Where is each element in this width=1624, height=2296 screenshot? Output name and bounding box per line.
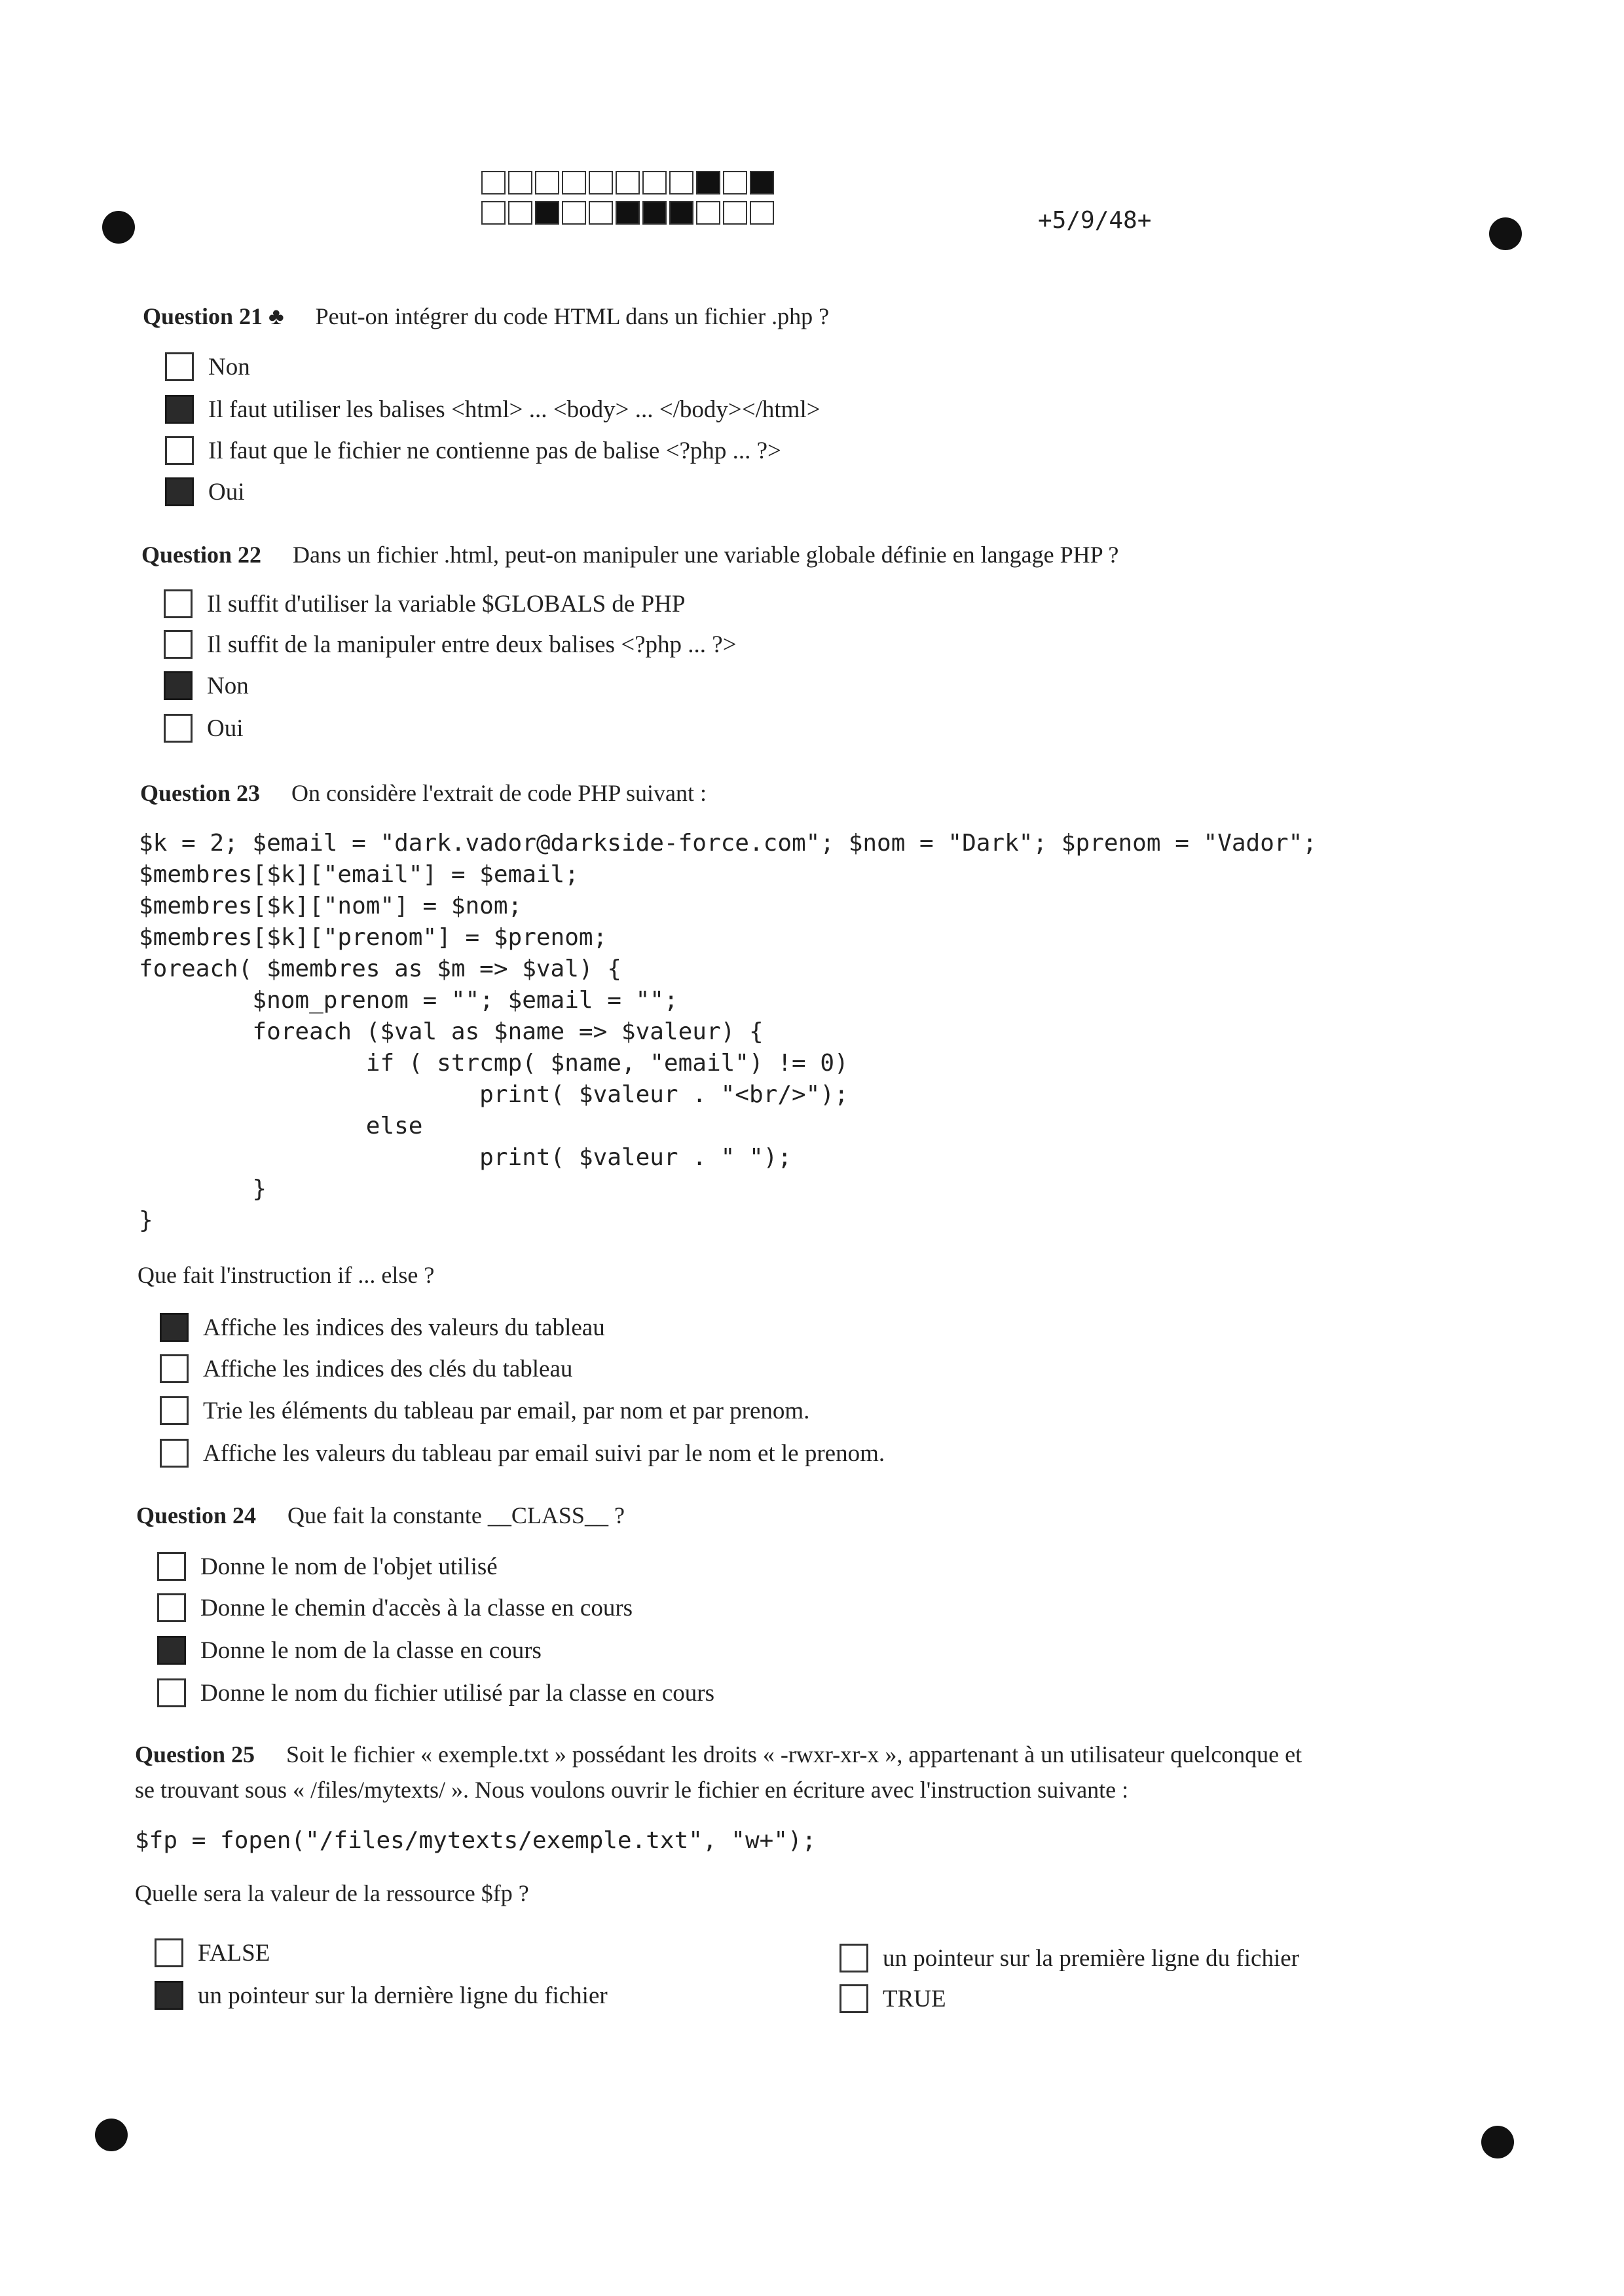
q23-option-3[interactable]: [160, 1396, 809, 1425]
option-label: Oui: [207, 714, 244, 742]
option-label: Il faut que le fichier ne contienne pas de balise <?php ... ?>: [208, 437, 781, 464]
checkbox[interactable]: [164, 630, 193, 659]
checkbox[interactable]: [157, 1552, 186, 1581]
question-21-header: [143, 303, 829, 330]
checkbox[interactable]: [164, 589, 193, 618]
question-24-text: Que fait la constante __CLASS__ ?: [287, 1502, 625, 1528]
question-22-label: Question 22: [141, 542, 262, 568]
id-grid-cell: [508, 171, 532, 194]
question-22-text: Dans un fichier .html, peut-on manipuler une variable globale définie en langage PHP ?: [293, 542, 1119, 568]
q21-option-4[interactable]: [165, 477, 245, 506]
checkbox[interactable]: [155, 1938, 183, 1967]
checkbox[interactable]: [165, 436, 194, 465]
checkbox[interactable]: [157, 1636, 186, 1665]
id-grid-cell: [535, 171, 559, 194]
question-25-text-line-1: Soit le fichier « exemple.txt » possédant les droits « -rwxr-xr-x », appartenant à un utilisateur quelconque et: [286, 1741, 1302, 1768]
q23-option-2[interactable]: [160, 1354, 572, 1383]
checkbox[interactable]: [157, 1593, 186, 1622]
id-grid-cell: [696, 171, 720, 194]
question-21-text: Peut-on intégrer du code HTML dans un fichier .php ?: [315, 303, 830, 329]
option-label: FALSE: [198, 1939, 270, 1967]
id-grid-cell: [750, 201, 774, 225]
checkbox[interactable]: [165, 477, 194, 506]
option-label: Il suffit d'utiliser la variable $GLOBALS de PHP: [207, 590, 686, 618]
checkbox[interactable]: [840, 1944, 868, 1972]
q22-option-2[interactable]: [164, 630, 737, 659]
registration-dot-top-right: [1489, 217, 1522, 250]
checkbox[interactable]: [165, 395, 194, 424]
option-label: Non: [208, 353, 250, 380]
question-23-prompt: Que fait l'instruction if ... else ?: [138, 1262, 435, 1288]
option-label: Il faut utiliser les balises <html> ... <body> ... </body></html>: [208, 396, 821, 423]
checkbox[interactable]: [157, 1678, 186, 1707]
id-grid-cell: [589, 201, 613, 225]
question-23-header: [140, 779, 707, 807]
q24-option-3[interactable]: [157, 1636, 542, 1665]
id-grid-row-2: [481, 201, 777, 225]
checkbox[interactable]: [164, 671, 193, 700]
option-label: Donne le nom de la classe en cours: [200, 1637, 542, 1664]
id-grid-cell: [642, 201, 667, 225]
id-grid-cell: [481, 171, 506, 194]
q23-option-1[interactable]: [160, 1313, 605, 1342]
fopen-code-line: $fp = fopen("/files/mytexts/exemple.txt", "w+");: [135, 1827, 817, 1854]
q24-option-4[interactable]: [157, 1678, 714, 1707]
checkbox[interactable]: [155, 1981, 183, 2010]
question-25-text-line-2: se trouvant sous « /files/mytexts/ ». Nous voulons ouvrir le fichier en écriture avec l'instruction suivante :: [135, 1777, 1129, 1803]
option-label: Donne le nom de l'objet utilisé: [200, 1553, 498, 1580]
id-grid-cell: [723, 171, 747, 194]
q25-option-2[interactable]: [155, 1981, 608, 2010]
checkbox[interactable]: [165, 352, 194, 381]
id-grid-cell: [589, 171, 613, 194]
checkbox[interactable]: [160, 1439, 189, 1468]
registration-dot-top-left: [102, 211, 135, 244]
registration-dot-bottom-left: [95, 2119, 128, 2151]
option-label: Affiche les indices des valeurs du tableau: [203, 1314, 605, 1341]
question-25-header: [135, 1741, 1302, 1768]
question-24-header: [136, 1502, 625, 1529]
id-grid-cell: [669, 171, 693, 194]
option-label: Donne le chemin d'accès à la classe en cours: [200, 1594, 633, 1621]
option-label: Non: [207, 672, 249, 699]
id-grid-cell: [669, 201, 693, 225]
q22-option-3[interactable]: [164, 671, 249, 700]
id-grid-cell: [481, 201, 506, 225]
checkbox[interactable]: [160, 1313, 189, 1342]
q23-option-4[interactable]: [160, 1439, 885, 1468]
option-label: TRUE: [883, 1985, 946, 2012]
id-grid-cell: [616, 171, 640, 194]
id-grid-cell: [696, 201, 720, 225]
checkbox[interactable]: [840, 1984, 868, 2013]
id-grid-cell: [616, 201, 640, 225]
id-grid-cell: [750, 171, 774, 194]
q21-option-2[interactable]: [165, 395, 821, 424]
q22-option-4[interactable]: [164, 714, 244, 743]
q25-option-1[interactable]: [155, 1938, 270, 1967]
page-code: +5/9/48+: [1038, 207, 1152, 234]
option-label: Trie les éléments du tableau par email, par nom et par prenom.: [203, 1397, 810, 1424]
q22-option-1[interactable]: [164, 589, 685, 618]
question-25-label: Question 25: [135, 1741, 255, 1768]
option-label: un pointeur sur la dernière ligne du fichier: [198, 1982, 608, 2009]
q25-option-3[interactable]: [840, 1944, 1299, 1972]
checkbox[interactable]: [160, 1396, 189, 1425]
id-grid-cell: [562, 171, 586, 194]
question-22-header: [141, 541, 1118, 568]
q21-option-3[interactable]: [165, 436, 781, 465]
checkbox[interactable]: [160, 1354, 189, 1383]
registration-dot-bottom-right: [1481, 2126, 1514, 2158]
question-24-label: Question 24: [136, 1502, 257, 1528]
option-label: Affiche les indices des clés du tableau: [203, 1355, 573, 1382]
question-21-label: Question 21 ♣: [143, 303, 284, 329]
question-23-text: On considère l'extrait de code PHP suivant :: [291, 780, 707, 806]
option-label: un pointeur sur la première ligne du fichier: [883, 1944, 1299, 1972]
option-label: Il suffit de la manipuler entre deux balises <?php ... ?>: [207, 631, 737, 658]
q24-option-1[interactable]: [157, 1552, 498, 1581]
id-grid-cell: [642, 171, 667, 194]
option-label: Oui: [208, 478, 245, 506]
option-label: Donne le nom du fichier utilisé par la classe en cours: [200, 1679, 714, 1707]
question-23-label: Question 23: [140, 780, 261, 806]
id-grid-cell: [508, 201, 532, 225]
q24-option-2[interactable]: [157, 1593, 633, 1622]
q25-option-4[interactable]: [840, 1984, 946, 2013]
option-label: Affiche les valeurs du tableau par email suivi par le nom et le prenom.: [203, 1439, 885, 1467]
id-grid-cell: [562, 201, 586, 225]
question-25-prompt: Quelle sera la valeur de la ressource $fp ?: [135, 1880, 529, 1906]
id-grid-row-1: [481, 171, 777, 194]
php-code-snippet: $k = 2; $email = "dark.vador@darkside-force.com"; $nom = "Dark"; $prenom = "Vador"; $membres[$k]["email"] = $email; $membres[$k]["nom"] = $nom; $membres[$k]["prenom"] = $prenom; foreach( $membres as $m => $val) { $nom_prenom = ""; $email = ""; foreach ($val as $name => $valeur) { if ( strcmp( $name, "email") != 0) print( $valeur . "<br/>"); else print( $valeur . " "); } }: [139, 830, 1317, 1234]
q21-option-1[interactable]: [165, 352, 250, 381]
id-grid-cell: [723, 201, 747, 225]
id-grid-cell: [535, 201, 559, 225]
checkbox[interactable]: [164, 714, 193, 743]
